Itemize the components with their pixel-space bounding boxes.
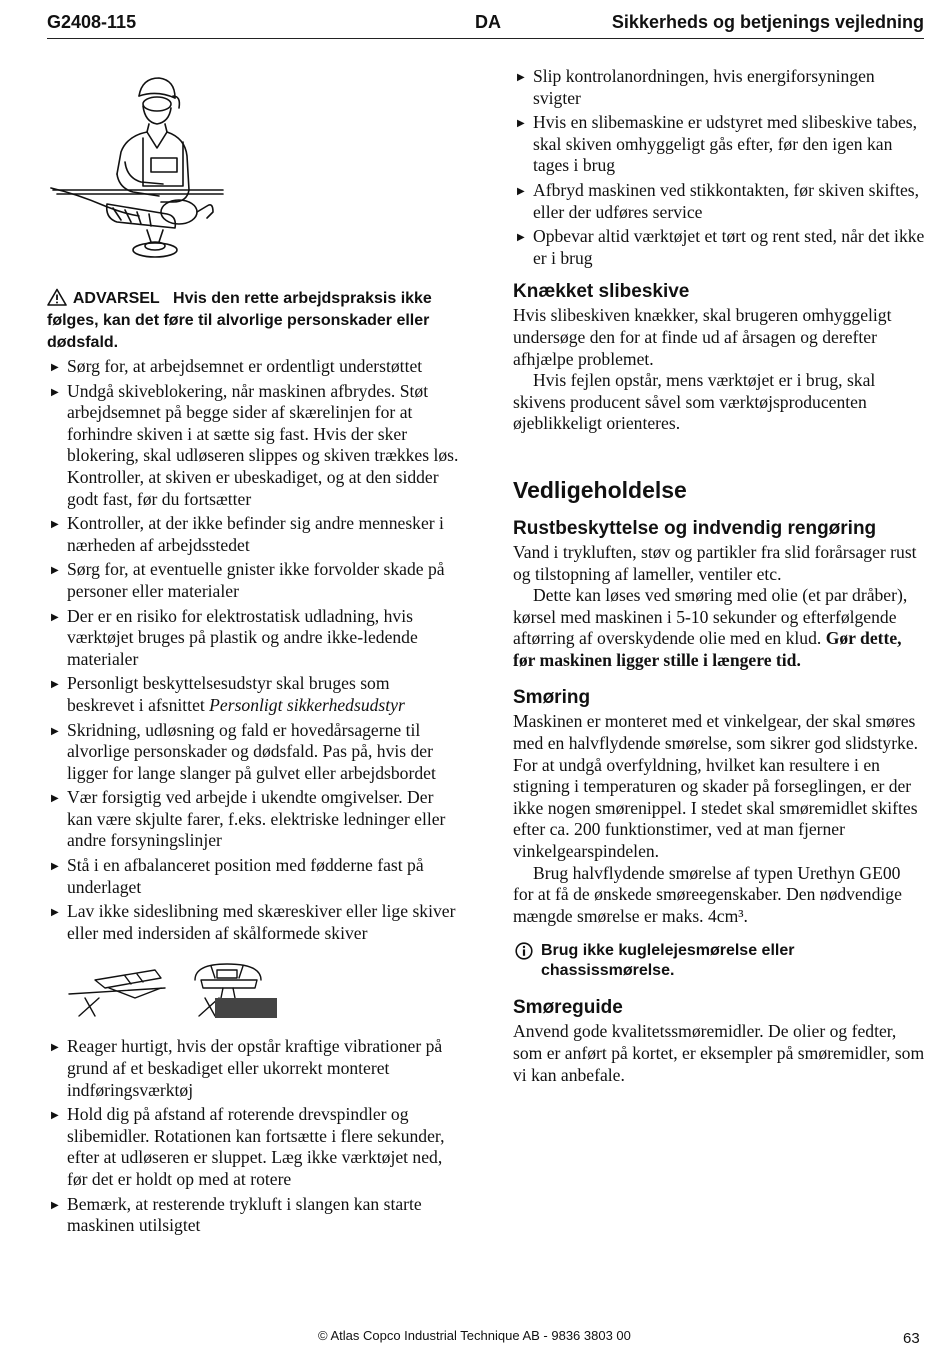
list-item: ▶ Hvis en slibemaskine er udstyret med slibeskive tabes, skal skiven omhyggeligt gås efter, før den igen kan tages i brug: [513, 112, 925, 177]
list-item: ▶ Skridning, udløsning og fald er hovedårsagerne til alvorlige personskader og dødsfald. Pas på, hvis der ligger for lange slanger på gulvet eller arbejdsbordet: [47, 720, 459, 785]
language-code: DA: [475, 12, 501, 32]
rust-paragraph-1: Vand i trykluften, støv og partikler fra slid forårsager rust og tilstopning af lameller, ventiler etc.: [513, 541, 917, 584]
document-code: G2408-115: [47, 12, 137, 32]
list-item: ▶ Undgå skiveblokering, når maskinen afbrydes. Støt arbejdsemnet på begge sider af skærelinjen for at forhindre skiven i at sætte sig fast. Hvis der sker blokering, skal udløseren slippes og skiven trækkes løs. Kontroller, at skiven er ubeskadiget, og at den sidder godt fast, før du fortsætter: [47, 381, 459, 511]
lubrication-section: [513, 711, 925, 927]
side-grinding-prohibited-illustration: [65, 958, 305, 1022]
list-item: ▶ Opbevar altid værktøjet et tørt og rent sted, når det ikke er i brug: [513, 226, 925, 269]
lubrication-heading: Smøring: [513, 687, 591, 709]
warning-triangle-icon: [47, 288, 67, 306]
lubrication-note: [513, 941, 925, 981]
safety-bullet-list: [47, 356, 459, 944]
lubrication-paragraph-1: Maskinen er monteret med et vinkelgear, der skal smøres med en halvflydende smørelse, som sikrer god slidstyrke. For at undgå overfyldning, hvilket kan resultere i en stigning i temperaturen og skader på forseglingen, er der ikke nogen smørenippel. I stedet skal smøremidlet skiftes efter ca. 200 funktionstimer, ved at man fjerner vinkelgearspindelen.: [513, 711, 919, 862]
page-number: 63: [903, 1330, 920, 1347]
document-title: Sikkerheds og betjenings vejledning: [611, 12, 924, 32]
list-item: ▶ Reager hurtigt, hvis der opstår kraftige vibrationer på grund af et beskadiget eller ukorrekt monteret indføringsværktøj: [47, 1036, 459, 1101]
broken-disc-section: [513, 305, 925, 435]
info-icon: [515, 942, 533, 960]
warning-block: [47, 288, 459, 354]
list-item: ▶ Stå i en afbalanceret position med fødderne fast på underlaget: [47, 855, 459, 898]
broken-disc-paragraph-1: Hvis slibeskiven knækker, skal brugeren omhyggeligt undersøge den for at finde ud af årsagen og derefter afhjælpe problemet.: [513, 305, 892, 369]
list-item: ▶ Kontroller, at der ikke befinder sig andre mennesker i nærheden af arbejdsstedet: [47, 513, 459, 556]
right-column: [513, 66, 925, 1086]
list-item: ▶ Bemærk, at resterende trykluft i slangen kan starte maskinen utilsigtet: [47, 1194, 459, 1237]
maintenance-heading: Vedligeholdelse: [513, 476, 687, 503]
lubrication-guide-heading: Smøreguide: [513, 997, 623, 1019]
list-item: ▶ Sørg for, at arbejdsemnet er ordentligt understøttet: [47, 356, 459, 378]
list-item-ppe: [47, 673, 459, 716]
list-item: ▶ Lav ikke sideslibning med skæreskiver eller lige skiver eller med indersiden af skålformede skiver: [47, 901, 459, 944]
rust-paragraph-2: [513, 585, 925, 671]
list-item: ▶ Slip kontrolanordningen, hvis energiforsyningen svigter: [513, 66, 925, 109]
safety-bullet-list-right: [513, 66, 925, 269]
page-header: [47, 10, 924, 39]
lubrication-guide-section: [513, 1021, 925, 1086]
ppe-text: Personligt beskyttelsesudstyr skal bruges som beskrevet i afsnittet: [67, 673, 390, 715]
note-text: Brug ikke kuglelejesmørelse eller chassissmørelse.: [541, 942, 795, 980]
list-item: ▶ Der er en risiko for elektrostatisk udladning, hvis værktøjet bruges på plastik og andre ikke-ledende materialer: [47, 606, 459, 671]
worker-with-grinder-illustration: [47, 66, 227, 278]
warning-text: Hvis den rette arbejdspraksis ikke følges, kan det føre til alvorlige personskader eller dødsfald.: [47, 290, 432, 351]
broken-disc-paragraph-2: Hvis fejlen opstår, mens værktøjet er i brug, skal skivens producent såvel som værktøjsproducenten øjeblikkeligt orienteres.: [513, 370, 876, 434]
rust-protection-section: [513, 542, 925, 672]
list-item: ▶ Vær forsigtig ved arbejde i ukendte omgivelser. Der kan være skjulte farer, f.eks. elektriske ledninger eller andre forsyningslinjer: [47, 787, 459, 852]
broken-disc-heading: Knækket slibeskive: [513, 281, 690, 303]
lubrication-guide-paragraph: Anvend gode kvalitetssmøremidler. De olier og fedter, som er anført på kortet, er eksempler på smøremidler, som vi kan anbefale.: [513, 1021, 925, 1085]
warning-label: ADVARSEL: [72, 290, 160, 307]
rust-paragraph-2-emphasis: Gør dette, før maskinen ligger stille i længere tid.: [513, 628, 902, 670]
safety-bullet-list-continued: [47, 1036, 459, 1236]
list-item: ▶ Afbryd maskinen ved stikkontakten, før skiven skiftes, eller der udføres service: [513, 180, 925, 223]
lubrication-paragraph-2: Brug halvflydende smørelse af typen Urethyn GE00 for at få de ønskede smøreegenskaber. Den nødvendige mængde smørelse er maks. 4cm³.: [513, 862, 902, 926]
rust-paragraph-2-text: Dette kan løses ved smøring med olie (et par dråber), kørsel med maskinen i 5-10 sekunder og efterfølgende aftørring af overskydende olie med en klud.: [513, 585, 908, 649]
copyright-text: © Atlas Copco Industrial Technique AB - 9836 3803 00: [318, 1328, 631, 1343]
list-item: ▶ Hold dig på afstand af roterende drevspindler og slibemidler. Rotationen kan fortsætte i flere sekunder, efter at udløseren er sluppet. Læg ikke værktøjet ned, før det er holdt op med at rotere: [47, 1104, 459, 1190]
rust-protection-heading: Rustbeskyttelse og indvendig rengøring: [513, 517, 877, 539]
left-column: [47, 66, 459, 1240]
list-item: ▶ Sørg for, at eventuelle gnister ikke forvolder skade på personer eller materialer: [47, 559, 459, 602]
ppe-reference: Personligt sikkerhedsudstyr: [209, 694, 405, 715]
